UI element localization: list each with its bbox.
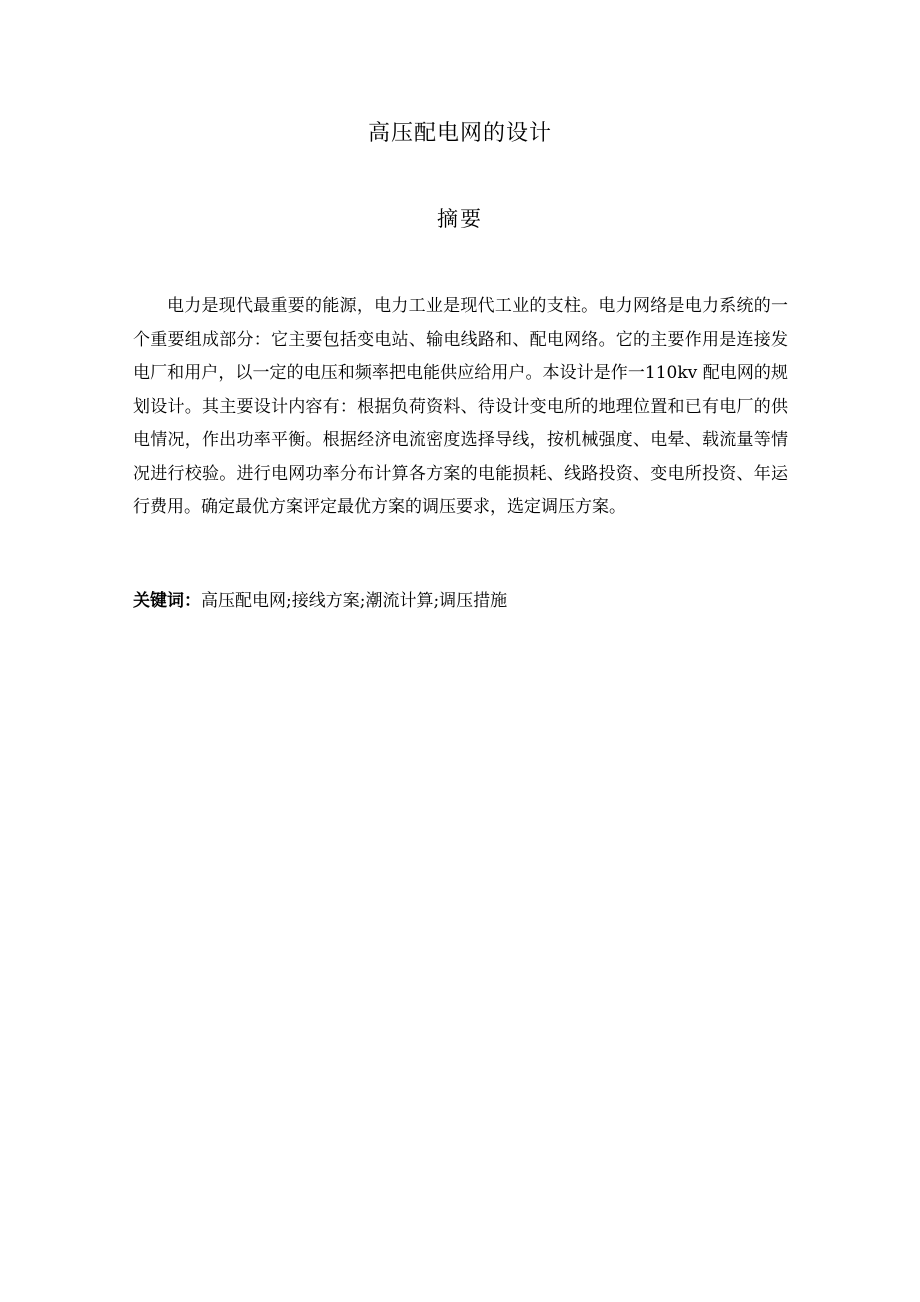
keywords-line bbox=[133, 585, 788, 617]
keywords-label: 关键词： bbox=[133, 591, 201, 611]
abstract-paragraph: 电力是现代最重要的能源，电力工业是现代工业的支柱。电力网络是电力系统的一个重要组成部分：它主要包括变电站、输电线路和、配电网络。它的主要作用是连接发电厂和用户，以一定的电压和频率把电能供应给用户。本设计是作一110kv 配电网的规划设计。其主要设计内容有：根据负荷资料、待设计变电所的地理位置和已有电厂的供电情况，作出功率平衡。根据经济电流密度选择导线，按机械强度、电晕、载流量等情况进行校验。进行电网功率分布计算各方案的电能损耗、线路投资、变电所投资、年运行费用。确定最优方案评定最优方案的调压要求，选定调压方案。 bbox=[133, 296, 788, 517]
document-title: 高压配电网的设计 bbox=[367, 121, 552, 146]
abstract-heading: 摘要 bbox=[437, 207, 483, 231]
keywords-value: 高压配电网;接线方案;潮流计算;调压措施 bbox=[201, 591, 508, 611]
